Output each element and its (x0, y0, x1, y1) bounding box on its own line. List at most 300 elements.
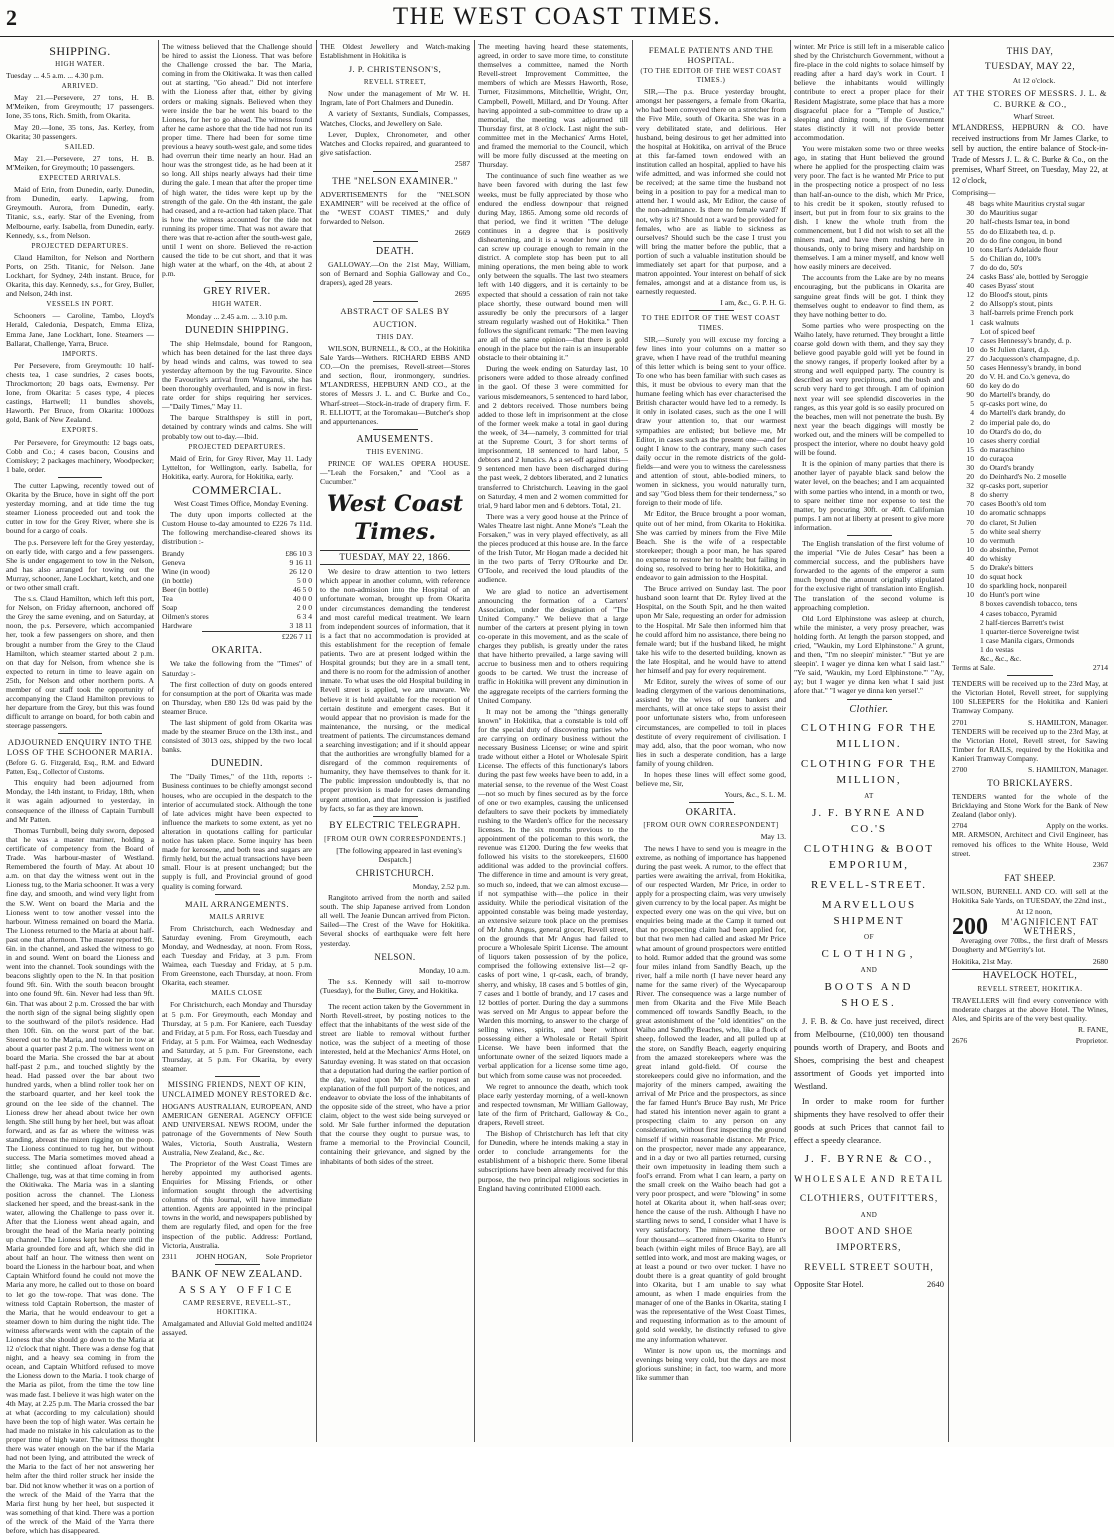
divider (373, 816, 418, 817)
wilson-detail: Averaging over 70lbs., the first draft of Messrs Dougherty and M'Gerrity's lot. (952, 936, 1108, 955)
article-paragraph: We are glad to notice an advertisement announcing the formation of a Carters' Association, under the designation of "The United Company." We believe that a large number of the carters at present plying in town co-operate in this movement, and as the scale of charges they publish, is greatly under the rates that have hitherto prevailed, a large saving will accrue to business men and to others requiring goods to be carted. We trust the increase of traffic in Hokitika will prevent any diminution in the aggregate receipts of the carriers forming the United Company. (478, 586, 628, 705)
wilson-ad: WILSON, BURNELL AND CO. will sell at the Hokitika Sale Yards, on TUESDAY, the 22nd inst., (952, 886, 1108, 905)
stock-qty: 10 (966, 426, 974, 436)
correspondent-note: [FROM OUR OWN CORRESPONDENT] (643, 821, 779, 830)
stock-qty: 5 (970, 563, 974, 573)
stock-qty: 20 (966, 235, 974, 245)
column-4 (478, 42, 628, 1442)
christchurch-time: Monday, 2.52 p.m. (412, 882, 470, 891)
article-paragraph: The "Daily Times," of the 11th, reports :- Business continues to be chiefly amongst second houses, who are occupied in the despatch to the interior of accumulated stock. Although the tone of late advices might have been expected to influence the markets to some extent, as yet no alteration in quotations calling for particular notice has taken place. Some inquiry has been made for kerosene, and both teas and sugars are firmly held, but the actual transactions have been small. Flour is at present unchanged; but the supply is full, and Provincial ground of good quality is coming forward. (162, 772, 312, 891)
letter-heading: FEMALE PATIENTS AND THE HOSPITAL. (648, 45, 774, 65)
article-paragraph: The last shipment of gold from Okarita was made by the steamer Bruce on the 13th inst., and consisted of 3013 ozs, shipped by the two local banks. (162, 718, 312, 755)
stock-qty: 10 (966, 590, 974, 600)
high-water-heading: HIGH WATER. (212, 300, 262, 309)
stock-desc: do Otard's do do, do (980, 426, 1042, 436)
imports-text: Per Persevere, from Greymouth: 10 half-chests tea, 1 case sundries, 2 cases boots, Throckmorton; 20 bags oats, Ewmensy. Per Ione, from Okarita: 5 cases type, 4 pieces castings, Hartwell; 11 bundles shovels, Haworth. Per Bruce, from Okarita: 1000ozs gold, Bank of New Zealand. (6, 360, 154, 425)
stock-desc: do aromatic schnapps (980, 508, 1046, 518)
stock-item (952, 327, 1108, 336)
byrne-ad-text: In order to make room for further shipments they have resolved to offer their goods at such Prices that cannot fail to effect a speedy clearance. (794, 1095, 944, 1145)
fat-sheep-heading: FAT SHEEP. (1004, 872, 1056, 883)
mails-close-heading: MAILS CLOSE (211, 989, 263, 998)
stock-desc: do whisky (980, 553, 1012, 563)
stock-desc: half-barrels prime French pork (980, 308, 1074, 318)
stock-desc: Lot of spiced beef (980, 326, 1036, 336)
stock-desc: &c., &c., &c. (980, 653, 1022, 663)
high-water-heading: HIGH WATER. (55, 60, 105, 68)
article-paragraph: The English translation of the first volume of the imperial "Vie de Jules Cesar" has been a commercial success, and the publishers have forwarded to the agents of the emperor a sum much beyond the amount originally stipulated for the exclusive right of translation into English. The translation of the second volume is approaching completion. (794, 538, 944, 612)
stock-qty: 5 (970, 253, 974, 263)
stock-desc: do absinthe, Pernot (980, 544, 1039, 554)
stock-item (952, 299, 1108, 308)
duty-amount: 2 0 0 (296, 603, 312, 613)
clothing-line: CLOTHING, (821, 947, 917, 960)
letter-text: In hopes these lines will effect some good, believe me, Sir, (636, 770, 786, 789)
page-number: 2 (6, 5, 17, 30)
stock-item (952, 554, 1108, 563)
shipping-heading: SHIPPING. (49, 44, 111, 58)
stock-item (952, 199, 1108, 208)
stock-qty: 70 (966, 499, 974, 509)
amusements-heading: AMUSEMENTS. (356, 433, 434, 445)
nelson-time: Monday, 10 a.m. (418, 965, 470, 975)
duty-row (162, 603, 312, 612)
article-paragraph: For Christchurch, each Monday and Thursday at 5 p.m. For Greymouth, each Monday and Thursday, at 5 p.m. For Kaniere, each Tuesday and Friday, at 5 p.m. For Ross, each Tuesday and Friday, at 5 p.m. For Waimea, each Wednesday and Saturday, at 5 p.m. For Greenstone, each Thursday, at 5 p.m. For Okarita, by every steamer. (162, 1000, 312, 1074)
divider (373, 241, 418, 242)
stock-qty: 10 (966, 344, 974, 354)
stock-list (952, 199, 1108, 663)
article-paragraph: The news I have to send you is meagre in the extreme, as nothing of importance has happened during the past week. A rumor, to the effect that parties were awaiting the arrival, from Hokitika, of our respected Warden, Mr Price, in order to apply for a prospecting claim, was very unwisely given currency to by the local paper. As might be expected every one was on the qui vive, but on enquiries being made at the Camp it turned out that no prospecting claim had been applied for, but that two men had called and asked Mr Price what amount of ground prospectors were entitled to hold. Rumor added that the ground was some four miles inland from Sandfly Beach, up the river, half a mile north (I have never heard any name for the same river) of the Wyecaparoup River. The consequence was a large number of men from Okarita and the Five Mile Beach commenced off towards Sandfly Beach, to the great astonishment of the "old identities" on the Waiho and Sandfly Beaches, who, like a flock of sheep, followed the leader, and all pulled up at the store, on Sandfly Beach, eagerly enquiring from the amazed storekeepers where was the great inland gold-field. Of course the storekeepers could give no information, and the majority of the miners camped, awaiting the arrival of Mr Price and the prospectors, as since the far famed Hunt's Bruce Bay rush, Mr Price had stated his intention never again to grant a prospecting claim to any person on any consideration, without first inspecting the ground himself if within reasonable distance. Mr Price, on the prospector, never made any appearance, and in a day or two all parties returned, cursing their own impetuosity in leading them such a fool's errand. From what I can learn, a party on the small creek on the Waiho beach had got a very poor prospect, and were "blowing" in some hotel at Okarita about it, when half-seas over; hence the cause of the rush. Although I have no startling news to send, I consider what I have is very satisfactory. The miners—some three or four thousand—scattered from Okarita to Hunt's beach (within eight miles of Bruce Bay), are all settled into work, and most are making wages, or at least a pound or two over tucker. I have no doubt there is a great quantity of gold brought into Okarita, but I am unable to say what amount, as when I made enquiries from the manager of one of the Banks in Okarita, stating I was the representative of the West Coast Times, and requesting information as to the amount of gold sold weekly, he distinctly refused to give me any information whatever. (636, 843, 786, 1344)
stock-qty: 2 (970, 299, 974, 309)
mail-heading: MAIL ARRANGEMENTS. (184, 898, 290, 909)
okarita-heading: OKARITA. (211, 645, 263, 657)
importers-line: BOOT AND SHOE IMPORTERS, (824, 1226, 914, 1253)
column-rule (632, 40, 633, 1442)
jeweller-text: Now under the management of Mr W. H. Ingram, late of Port Chalmers and Dunedin. (320, 89, 470, 108)
stock-desc: do white seal sherry (980, 526, 1041, 536)
sailed-heading: SAILED. (64, 142, 96, 151)
stock-desc: do key do do (980, 381, 1020, 391)
wilson-merino: M'AGNIFICENT FAT WETHERS, (1001, 917, 1099, 937)
duty-row (162, 549, 312, 558)
stock-desc: do squat hock (980, 572, 1023, 582)
telegraph-heading: BY ELECTRIC TELEGRAPH. (329, 820, 461, 831)
hogan-signature: 2311 JOHN HOGAN, Sole Proprietor (162, 1251, 312, 1261)
article-paragraph: The witness believed that the Challenge should be hired to assist the Lioness. That was before the Challenge crossed the bar. The Maria, coming in from the Okitiwaka. It was then called out at starting, "Go ahead." Did not interfere with the Lioness after that, either by giving orders or making signals. Believed when they were inside the bar he went his board to the Lioness, for her to go ahead. The witness found after he came ashore that the tide had not run its proper time. There had been for some time previous a heavy south-west gale, and some tides had overrun their time nearly an hour. Had an hour was the strongest tide, as he had been at it so long. All ships nearly always had their time during the gale. I mean that after the proper time of high water, the tides were kept up by the strength of the gale. On the 4th instant, the gale had ceased, and a re-action had taken place. That is how the witness accounted for the tide not running its proper time. That was not aware that there was that re-action after the south-west gale, until I went on shore. Believed the re-action caused the tide to be cut short, and that it was high water at the wharf, on the 4th, at about 2 p.m. (162, 42, 312, 279)
stock-desc: do Hunt's port wine (980, 590, 1040, 600)
exports-text: Per Persevere, for Greymouth: 12 bags oats, Cobb and Co.; 4 cases bacon, Cousins and Comiskey; 2 packages machinery, Woodpecker; 1 bale, order. (6, 437, 154, 474)
exports-heading: EXPORTS. (61, 426, 99, 435)
duty-row (162, 558, 312, 567)
armson-ad: MR. ARMSON, Architect and Civil Engineer, has removed his offices to the White House, Weld street. (952, 830, 1108, 858)
duty-item: Beer (in bottle) (162, 584, 209, 594)
column-7 (952, 42, 1108, 1442)
stock-desc: cases Byass' stout (980, 281, 1035, 291)
stock-qty: 40 (966, 281, 974, 291)
duty-item: Hardware (162, 621, 192, 631)
divider (689, 310, 734, 311)
article-paragraph: During the week ending on Saturday last, 10 prisoners were added to those already confined in the gaol. Of these 3 were committed for various misdemeanors, 5 sentenced to hard labor, and 2 debtors received. Those numbers being added to those left in imprisonment at the close of the former week make a total in gaol during the week, of 34—namely, 3 committed for trial at the Supreme Court, 3 for short terms of imprisonment, 18 sentenced to hard labor, 5 debtors and 2 lunatics. As a set-off against this—9 sentenced men have been discharged during the past week, 2 debtors liberated, and 2 lunatics transferred to Christchurch. Leaving in the gaol on Saturday, 4 men and 2 women committed for trial, 9 hard labor men and 6 debtors. Total, 21. (478, 364, 628, 510)
stock-item (952, 518, 1108, 527)
projected-text: Claud Hamilton, for Nelson and Northern Ports, on 25th. Titanic, for Nelson. Jane Lockhart, for Sydney, 24th instant. Bruce, for Okarita, this day. Kennedy, s.s., for Grey, Buller, and Nelson, 24th inst. (6, 252, 154, 299)
article-paragraph: The meeting having heard these statements, agreed, in order to save more time, to constitute themselves a committee, named the North Revell-street Improvement Committee, the members of which are Messrs Haworth, Rose, Turner, Fitzsimmons, Mitchelltie, Wright, Orr, Campbell, Powell, Millard, and Dr Young. After having appointed a sub-committee to draw up a memorial, the meeting was adjourned till Thursday first, at 8 o'clock. Last night the sub-committee met in the Mechanics' Arms Hotel, and framed the memorial to the Council, which will be more fully discussed at the meeting on Thursday. (478, 42, 628, 170)
article-paragraph: The ship Helmsdale, bound for Rangoon, which has been detained for the last three days by head winds and calms, was towed to sea yesterday afternoon by the tug Favourite. Since the Favourite's arrival from Wanganui, she has been thoroughly overhauled, and is now in first-rate order for ships requiring her services.—"Daily Times," May 11. (162, 338, 312, 412)
duty-item: Oilmen's stores (162, 612, 209, 622)
bricklayers-ad: TENDERS wanted for the whole of the Bricklaying and Stone Work for the Bank of New Zealand (labor only). (952, 792, 1108, 820)
stock-desc: cask walnuts (980, 317, 1020, 327)
stock-desc: do imperial pale do, do (980, 417, 1051, 427)
tender-signature: 2701 S. HAMILTON, Manager. (952, 717, 1108, 727)
stock-qty: 24 (966, 272, 974, 282)
stock-desc: do V. H. and Co.'s geneva, do (980, 372, 1070, 382)
stock-qty: 70 (966, 517, 974, 527)
letter-text: SIR,—Surely you will excuse my forcing a few lines into your columns on a matter so grave, when I have read of the truthful meaning of this letter which is being sent to your office. To one who has been familiar with such cases as this, it must be obvious to every man that the humane feeling which has ever characterised the British character would have led to a remedy. Is it only in isolated cases, such as the one I will draw your attention to, that our warmest sympathies are enlisted; but believe me, Mr Editor, in cases such as the present one—and for ought I know to the contrary, many such cases daily occur in the remote districts of the gold-fields—and were you to witness the carelessness and attention of stout, able-bodied miners, to women in sickness, you would naturally turn, and say "God bless them for their tenderness," so foreign to their mode of life. (636, 334, 786, 508)
article-paragraph: Some parties who were prospecting on the Waiho lately, have returned. They brought a little coarse gold down with them, and they say they believe good payable gold will yet be found in the snowy ranges, if properly looked after by a strong and well equipped party. The country is described as very precipitous, and the bush and scrub very hard to get through. I am of opinion next year will see splendid discoveries in the ranges, as this year gold is so easily procured on the beaches, men will not penetrate the bush. By next year the beach diggings will mostly be worked out, and the miners will be compelled to prospect the interior, where no doubt heavy gold will be found. (794, 320, 944, 458)
duty-amount: 9 16 11 (289, 557, 312, 567)
stock-item (952, 363, 1108, 372)
stock-qty (952, 645, 974, 654)
comprising-label: Comprising— (952, 188, 996, 198)
stock-desc: do sparkling hock, nonpareil (980, 581, 1067, 591)
article-paragraph: From Christchurch, each Wednesday and Saturday evening. From Greymouth, each Monday, and Wednesday, at noon. From Ross, each Tuesday and Friday, at 3 p.m. From Waimea, each Tuesday and Friday, at 5 p.m. From Greenstone, each Thursday, at noon. From Okarita, each steamer. (162, 923, 312, 988)
stock-item (952, 217, 1108, 226)
divider (215, 1076, 260, 1077)
stock-qty (952, 618, 974, 627)
havelock-heading: HAVELOCK HOTEL, (952, 969, 1108, 983)
duty-amount: 6 3 4 (296, 612, 312, 622)
duty-item: Wine (in wood) (162, 566, 210, 576)
article-paragraph: The cutter Lapwing, recently towed out of Okarita by the Bruce, hove in sight off the port yesterday morning, and at tide time the tug steamer Lioness proceeded out and took the cutter in tow for the Grey River, where she is bound for a cargo of coals. (6, 480, 154, 536)
stock-item (952, 236, 1108, 245)
stock-desc: cases Hennessy's brandy, in bond (980, 362, 1082, 372)
this-day-heading: THIS DAY. (376, 332, 414, 341)
stock-qty: 7 (970, 262, 974, 272)
stock-item (952, 499, 1108, 508)
stock-qty: 5 (970, 399, 974, 409)
column-rule (158, 40, 159, 1442)
auction-location: AT THE STORES OF MESSRS. J. L. & C. BURKE & CO., (953, 88, 1107, 110)
divider (847, 535, 892, 536)
stock-desc: do Otard's brandy (980, 463, 1035, 472)
wilson-count: 200 (952, 913, 988, 940)
projected-heading: PROJECTED DEPARTURES. (188, 442, 286, 451)
tender-signature: 2700 S. HAMILTON, Manager. (952, 765, 1108, 774)
dunedin-heading: DUNEDIN. (210, 758, 264, 770)
stock-qty: 10 (966, 508, 974, 518)
stock-item (952, 354, 1108, 363)
jeweller-name: J. P. CHRISTENSON'S, (348, 64, 442, 75)
column-rule (790, 40, 791, 1442)
divider (58, 733, 102, 734)
stock-desc: 2 half-tierces Barrett's twist (980, 617, 1064, 627)
stock-qty: 30 (966, 463, 974, 472)
ad-connector: AND (860, 965, 878, 974)
duty-total: £226 7 11 (281, 632, 312, 642)
article-paragraph: The barque Stralthspey is still in port, detained by contrary winds and calms. She will probably tow out to-day.—Ibid. (162, 413, 312, 441)
stock-qty: 40 (966, 553, 974, 563)
article-paragraph: The s.s. Claud Hamilton, which left this port, for Nelson, on Friday afternoon, anchored off the Grey the same evening, and on Saturday, at noon, the p.s. Persevere, which accompanied her, took a few passengers on shore, and then brought a number from the Grey to the Claud Hamilton, which steamer started about 2 p.m. on that day for Nelson, from whence she is expected to return in time to leave again on 25th, for Nelson and other northern ports. A member of our staff took the opportunity of accompanying the Claud Hamilton previous to her departure from the Grey, but this was found difficult to arrange on board, for both cabin and steerage passengers. (6, 594, 154, 731)
paper-nameplate: West Coast Times. (326, 491, 464, 546)
christchurch-heading: CHRISTCHURCH. (355, 868, 435, 878)
outfitters-line: CLOTHIERS, OUTFITTERS, (799, 1193, 939, 1204)
havelock-ad: TRAVELLERS will find every convenience with moderate charges at the above Hotel. The Wines, Ales, and Spirits are of the very best quality. (952, 995, 1108, 1023)
byrne-name: J. F. BYRNE AND CO.'S (812, 806, 926, 835)
commercial-dateline: West Coast Times Office, Monday Evening. (173, 499, 309, 509)
article-paragraph: The accounts from the Lake are by no means encouraging, but the publicans in Okarita are sanguine great finds will be got. I think they themselves ought to endeavor to find them, as they have nothing better to do. (794, 273, 944, 319)
article-paragraph: It may not be among the "things generally known" in Hokitika, that a constable is told off for the special duty of discovering parties who are carrying on ordinary business without the necessary Business License; or wine and spirit trade without either a Hotel or Wholesale Spirit License. The effects of this functionary's labors during the past few weeks have been to add, in a material sense, to the revenue of the West Coast—not so much by fines secured as by the force of one or two examples, causing the unlicensed defaulters to save their pockets by immediately rushing to the Warden's office for the necessary licenses. In the six months previous to the appointment of the policeman to this work, the revenue was £1200. During the few weeks that followed his visits to the storekeepers, £1600 additional was added to the provincial coffers. The difference in time and amount is very great, so much so, indeed, that we can almost excuse—if not sympathise with—the police in their assiduity. While the periodical visitation of the appointed constable was being made yesterday, an extensive seizure took place on the premises of Mr John Angus, general grocer, Revell street, on the grounds that Mr Angus had failed to procure a Wholesale Spirit License. The amount of liquors taken possession of by the police, comprised the following extensive list—2 qr-casks of port wine, 1 qr-cask, each, of brandy, sherry, and whisky, 18 cases and 5 bottles of gin, 7 cases and 1 bottle of brandy, and 17 cases and 12 bottles of porter. During the day a summons was served on Mr Angus to appear before the Warden this morning, to answer to the charge of selling wines, spirits, and beer without possessing either a Wholesale or Retail Spirit License. We have been informed that the unfortunate owner of the seized liquors made a verbal application for a license some time ago, but which from some cause was not proceeded. (478, 706, 628, 1080)
article-paragraph: We regret to announce the death, which took place early yesterday morning, of a well-known and respected townsman, Mr William Galloway, late of the firm of Pritchard, Galloway & Co., drapers, Revell street. (478, 1081, 628, 1127)
stock-qty: 10 (966, 453, 974, 463)
stock-qty: 55 (966, 226, 974, 236)
sailed-text: May 21.—Persevere, 27 tons, H. B. M'Meiken, for Greymouth; 10 passengers. (6, 153, 154, 172)
divider (689, 802, 734, 803)
telegraph-note: [The following appeared in last evening's Despatch.] (336, 845, 462, 864)
duty-item: Tea (162, 593, 173, 603)
duty-amount: £86 10 3 (285, 548, 312, 558)
stock-desc: do do Elizabeth tea, d. p. (980, 226, 1056, 236)
stock-desc: 4 cases tobacco, Pyramid (980, 608, 1057, 618)
stock-item (952, 381, 1108, 390)
arrived-heading: ARRIVED. (61, 82, 99, 91)
stock-desc: half-chests Ismar tea, in bond (980, 217, 1070, 227)
dunedin-shipping-heading: DUNEDIN SHIPPING. (184, 324, 290, 336)
tender-ad: TENDERS will be received up to the 23rd May, at the Victorian Hotel, Revell street, for Sawing Timber for RAILS, required by the Hokitika and Kanieri Tramway Company. (952, 726, 1108, 763)
stock-item (952, 627, 1108, 636)
stock-item (952, 245, 1108, 254)
leader-paragraph: We desire to draw attention to two letters which appear in another column, with reference to the non-admission into the Hospital of an unfortunate woman, brought up from Okarita under circumstances demanding the tenderest and most careful medical treatment. We learn from independent sources of information, that it is a fact that no accommodation is provided at this establishment for the reception of female patients. Two are at present lodged within the Hospital grounds; but they are in a small tent, and there is no room for the admission of another inmate. To what uses the old Hospital building in Revell street is applied, we are unaware. We believe it is held available for the reception of certain destitute and emergent cases. But it would appear that no provision is made for the maintenance, the nursing, or the medical treatment of patients. The circumstances demand a searching investigation; and if it should appear that the authorities are wrongfully blamed for a disregard of the common requirements of humanity, they have themselves to thank for it. The public impression undoubtedly is, that no proper provision is made for cases demanding urgent attention, and that impression is justified by facts, so far as they are known. (320, 567, 470, 813)
stock-item (952, 581, 1108, 590)
arrived-text: May 20.—Ione, 35 tons, Jas. Kerley, from Okarita; 30 passengers. (6, 122, 154, 141)
article-paragraph: Old Lord Elphinstone was asleep at church, while the minister, a very prosy preacher, was holding forth. At length the parson stopped, and cried, "Waukin, my Lord Elphinstone." A grunt, and then, "I'm no sleepin' minister." "But ye are sleepin'. I wager ye dinna ken what I said last." "Ye said, 'Waukin, my Lord Elphinstone.'" "Ay, ay; but I wager ye dinna ken what I said just afore that." "I wager ye dinna ken yersel'." (794, 613, 944, 696)
stock-qty: 20 (966, 217, 974, 227)
column-5 (636, 42, 786, 1442)
stock-qty: 50 (966, 362, 974, 372)
article-paragraph: winter. Mr Price is still left in a miserable calico shed by the Christchurch Government, without a fire-place in the cold nights to solace himself by reading after a hard day's work in Court. I believe the inhabitants would willingly contribute to erect a proper place for their Resident Magistrate, some place that has a more disgraceful place for a "Temple of Justice," sleeping and dining room, if the Government states distinctly it will not provide better accommodation. (794, 42, 944, 142)
stock-desc: cases Booth's old tom (980, 499, 1047, 509)
stock-desc: do Martell's brandy, do (980, 390, 1051, 400)
divider (215, 281, 260, 282)
duty-item: Brandy (162, 548, 185, 558)
stock-desc: do Jacquesson's champagne, d.p. (980, 353, 1080, 363)
duty-row (162, 612, 312, 621)
divider (1007, 675, 1054, 676)
stock-desc: do do fine congou, in bond (980, 235, 1062, 245)
stock-item (952, 454, 1108, 463)
death-notice: GALLOWAY.—On the 21st May, William, son of Bernard and Sophia Galloway and Co., drapers), aged 28 years. (320, 259, 470, 287)
projected-heading: PROJECTED DEPARTURES. (31, 241, 129, 250)
wholesale-line: WHOLESALE AND RETAIL (794, 1173, 944, 1184)
byrne-name: J. F. BYRNE & CO., (804, 1152, 934, 1165)
tender-ad: TENDERS will be received up to the 23rd May, at the Victorian Hotel, Revell street, for supplying 100 SLEEPERS for the Hokitika and Kanieri Tramway Company. (952, 679, 1108, 716)
missing-friends-heading: MISSING FRIENDS, NEXT OF KIN, UNCLAIMED MONEY RESTORED &c. (162, 1080, 312, 1100)
stock-qty: 48 (966, 199, 974, 209)
stock-item (952, 445, 1108, 454)
article-paragraph: We take the following from the "Times" of Saturday :- (162, 659, 312, 678)
stock-qty: 2 (970, 417, 974, 427)
stock-item (952, 345, 1108, 354)
stock-desc: qr-casks port, superior (980, 481, 1048, 491)
stock-qty: 1 (970, 317, 974, 327)
stock-item (952, 545, 1108, 554)
bricklayers-heading: TO BRICKLAYERS. (987, 778, 1073, 789)
stock-desc: do Martell's dark brandy, do (980, 408, 1066, 418)
okarita-date: May 13. (760, 832, 786, 842)
article-paragraph: The duty upon imports collected at the Custom House to-day amounted to £226 7s 11d. The following merchandise-cleared shows its distribution :- (162, 510, 312, 547)
havelock-footer: 2676 Proprietor. (952, 1036, 1108, 1046)
boots-line: BOOTS AND SHOES. (824, 980, 914, 1009)
stock-item (952, 208, 1108, 217)
stock-desc: 1 quarter-tierce Sovereigne twist (980, 626, 1080, 636)
stock-desc: do Mauritius sugar (980, 208, 1038, 218)
stock-item (952, 463, 1108, 472)
duty-amount: 3 18 11 (289, 621, 312, 631)
stock-desc: cases sherry cordial (980, 435, 1040, 445)
column-rule (316, 40, 317, 1442)
okarita-heading: OKARITA. (685, 807, 737, 819)
clothier-heading: Clothier. (849, 703, 889, 715)
article-paragraph: It is the opinion of many parties that there is another layer of payable black sand below the water level, on the beaches; and I am acquainted with some parties who intend, in a month or two, to spare neither time nor expense to test the matter, by procuring 30ft. or 40ft. Californian pumps. I am not at liberty at present to give more information. (794, 459, 944, 532)
stock-qty: 10 (966, 544, 974, 554)
duty-item: Soap (162, 603, 178, 613)
stock-item (952, 599, 1108, 608)
duty-item: (in bottle) (162, 575, 193, 585)
imports-heading: IMPORTS. (62, 349, 98, 358)
divider (847, 699, 892, 700)
stock-qty (952, 636, 974, 645)
stock-qty (952, 599, 974, 608)
stock-qty: 10 (966, 572, 974, 582)
column-1 (6, 42, 154, 1535)
assay-text-row: Amalgamated and Alluvial Gold melted and assayed. 1024 (162, 1318, 312, 1338)
stock-item (952, 563, 1108, 572)
stock-item (952, 436, 1108, 445)
ad-number: 2367 (1092, 859, 1108, 869)
duty-table (162, 549, 312, 631)
arrived-text: May 21.—Persevere, 27 tons, H. B. M'Meiken, from Greymouth; 17 passengers. Ione, 35 tons, Rich. Smith, from Okarita. (6, 93, 154, 121)
byrne-footer: Opposite Star Hotel. 2640 (794, 1278, 944, 1289)
stock-desc: do vermuth (980, 535, 1015, 545)
stock-qty: 4 (970, 408, 974, 418)
revell-south-line: REVELL STREET SOUTH, (804, 1262, 934, 1273)
amusements-text: PRINCE OF WALES OPERA HOUSE.—"Leah the Forsaken," and "Cool as a Cucumber." (320, 458, 470, 487)
article-paragraph: Winter is now upon us, the mornings and evenings being very cold, but the days are most glorious sunshine; in fact, too warm, and more like summer than (636, 1345, 786, 1382)
wilson-lot (952, 913, 1108, 940)
stock-item (952, 318, 1108, 327)
article-paragraph: The continuance of such fine weather as we have been favored with during the last few weeks, must be fully appreciated by those who endured the endless downpour that reigned during May, 1865. Among some old records of that period, we find it written "The deluge continues in a degree that is positively disheartening, and it is a wonder how any one can screw up courage enough to remain in the district. A complete stop has been put to all mining operations, the men being able to work only between the squalls. The last two steamers left with 140 diggers, and it is certainly to be expected that should a cessation of rain not take place shortly, these outward bound men will assuredly be only the precursors of a larger stream regularly washed out of Hokitika." Then follows the significant remark: "The men leaving are all of the same opinion—that there is gold enough in the place but the rain is an insuperable obstacle to their obtaining it." (478, 171, 628, 363)
stock-qty: 7 (970, 335, 974, 345)
article-paragraph: Rangitoto arrived from the north and sailed south. The ship Japanese arrived from London all well. The Jeanie Duncan arrived from Picton. Sailed—The Crest of the Wave for Hokitika. Several shocks of earthquake were felt here yesterday. (320, 893, 470, 948)
stock-item (952, 408, 1108, 417)
stock-item (952, 427, 1108, 436)
duty-row (162, 585, 312, 594)
stock-desc: do claret, St Julien (980, 517, 1037, 527)
stock-desc: do do do, 50's (980, 262, 1023, 272)
vessels-heading: VESSELS IN PORT. (46, 300, 114, 309)
stock-qty: 27 (966, 353, 974, 363)
shipment-line: MARVELLOUS SHIPMENT (821, 898, 917, 927)
stock-item (952, 290, 1108, 299)
stock-qty: 3 (970, 308, 974, 318)
bank-heading: BANK OF NEW ZEALAND. (171, 1268, 303, 1280)
stock-qty: 10 (966, 435, 974, 445)
stock-qty: 12 (966, 290, 974, 300)
ad-connector: AND (860, 1210, 878, 1219)
stock-desc: do Chilian do, 100's (980, 253, 1041, 263)
stock-item (952, 272, 1108, 281)
duty-row (162, 621, 312, 630)
duty-amount: 5 0 0 (296, 575, 312, 585)
divider (373, 301, 418, 302)
jeweller-street: REVELL STREET, (363, 78, 427, 87)
duty-row (162, 594, 312, 603)
ad-connector: AT (864, 791, 874, 800)
letter-signature: I am, &c., G. P. H. G. (720, 298, 786, 308)
divider (215, 1264, 260, 1265)
stock-item (952, 308, 1108, 317)
abstract-heading: ABSTRACT OF SALES BY AUCTION. (340, 305, 450, 329)
letter-text: The Bruce arrived on Sunday last. The poor husband soon learnt that Dr. Ryley lived at the Hospital, on the South Spit, and he then waited upon Mr Sale, requesting an order for admission to the Hospital. Mr Sale then informed him that he could afford him no assistance, there being no female ward; but if the husband liked, he might take his wife to the deserted building, known as the late Hospital, and he would have to attend her himself and pay for every requirement. (636, 584, 786, 675)
havelock-signature: R. FANE, (1077, 1024, 1108, 1034)
stock-qty: 8 (970, 490, 974, 500)
stock-item (952, 336, 1108, 345)
auction-date: TUESDAY, MAY 22, (984, 62, 1076, 72)
stock-item (952, 227, 1108, 236)
sales-list: WILSON, BURNELL, & CO., at the Hokitika Sale Yards—Wethers. RICHARD EBBS AND CO.—On the premises, Revell-street—Stores and section, flour, ironmongery, sundries. M'LANDRESS, HEPBURN AND CO., at the stores of Messrs J. L. and C. Burke and Co., Wharf-street—Stock-in-trade of drapery firm. F. R. ELLIOTT, at the Toromakau—Butcher's shop and appurtenances. (320, 343, 470, 426)
letter-text: Mr Editor, the Bruce brought a poor woman, quite out of her mind, from Okarita to Hokitika. She was carried by miners from the Five Mile Beach. She is the wife of a respectable storekeeper; though a poor man, he has spared no expense to restore her to health; but failing in doing so, resolved to bring her to Hokitika, and endeavor to gain admission to the Hospital. (636, 509, 786, 583)
expected-text: Maid of Erin, from Dunedin, early. Dunedin, from Dunedin, early. Lapwing, from Greymouth. Aurora, from Dunedin, early. Titanic, s.s., early. Star of the Evening, from Melbourne, early. Isabella, from Dunedin, early. Kennedy, s.s., from Nelson. (6, 185, 154, 240)
stock-item (952, 399, 1108, 408)
emporium-name: CLOTHING & BOOT EMPORIUM, (803, 842, 935, 871)
assay-heading: ASSAY OFFICE (178, 1284, 296, 1296)
vessels-text: Schooners — Caroline, Tambo, Lloyd's Herald, Caledonia, Despatch, Emma Eliza, Emma Jane, Jane Lockhart, Ione. Steamers — Ballarat, Challenge, Yarra, Bruce. (6, 311, 154, 348)
auction-street: Wharf Street. (1013, 112, 1055, 122)
stock-desc: do sherry (980, 490, 1009, 500)
duty-item: Geneva (162, 557, 186, 567)
duty-amount: 46 5 0 (293, 584, 312, 594)
jeweller-ad: THE Oldest Jewellery and Watch-making Establishment in Hokitika is (320, 42, 470, 61)
article-paragraph: This enquiry had been adjourned from Monday, the 14th instant, to Friday, 18th, when it was again adjourned to yesterday, in consequence of the illness of Captain Turnbull and Mr Patten. (6, 778, 154, 824)
this-evening-heading: THIS EVENING. (366, 447, 424, 456)
article-paragraph: There was a very good house at the Prince of Wales Theatre last night. Anne Mone's "Leah the Forsaken," was in very played effectively, as all the pieces produced at this house are. In the farce of the Irish Tutor, Mr Hogan made a decided hit in the two parts of Terry O'Rourke and Dr. O'Toole, and received the loud plaudits of the audience. (478, 511, 628, 585)
nelson-heading: NELSON. (374, 951, 416, 962)
terms-row: Terms at Sale. 2714 (952, 663, 1108, 673)
jeweller-text: Lever, Duplex, Chronometer, and other Watches and Clocks repaired, and guaranteed to give satisfaction. (320, 129, 470, 157)
expected-heading: EXPECTED ARRIVALS. (39, 174, 121, 183)
column-6 (794, 42, 944, 1442)
telegraph-subheading: [FROM OUR OWN CORRESPONDENTS.] (324, 834, 466, 843)
masthead (0, 0, 1114, 37)
stock-item (952, 263, 1108, 272)
ad-number: 2669 (454, 228, 470, 238)
stock-qty: 20 (966, 472, 974, 482)
stock-qty: 15 (966, 444, 974, 454)
stock-item (952, 527, 1108, 536)
stock-qty: 10 (966, 535, 974, 545)
article-paragraph: You were mistaken some two or three weeks ago, in stating that Hunt believed the ground where he applied for the prospecting claim was very poor. The fact is he wanted Mr Price to put in the prospecting notice a prospect of no less than half-an-ounce to the dish, which Mr Price, to his credit be it spoken, stoutly refused to insert, but put in from four to six grains to the dish. I knew the whole truth from the commencement, but I did not wish to set all the miners mad, and have them rushing here in thousands, only to bring misery and hardship on themselves. I am a miner myself, and know well how easily miners are deceived. (794, 144, 944, 272)
stock-desc: 1 do vestas (980, 644, 1014, 654)
stock-qty (952, 327, 974, 336)
stock-item (952, 390, 1108, 399)
column-rule (474, 40, 475, 1442)
stock-item (952, 572, 1108, 581)
stock-qty: 20 (966, 372, 974, 382)
stock-desc: 1 case Manila cigars, Ormonds (980, 635, 1075, 645)
divider (373, 171, 418, 172)
stock-desc: do St Julien claret, d.p. (980, 344, 1050, 354)
issue-dateline: TUESDAY, MAY 22, 1866. (320, 550, 470, 565)
stock-qty: 32 (966, 481, 974, 491)
stock-qty: 90 (966, 390, 974, 400)
stock-qty: 5 (970, 526, 974, 536)
